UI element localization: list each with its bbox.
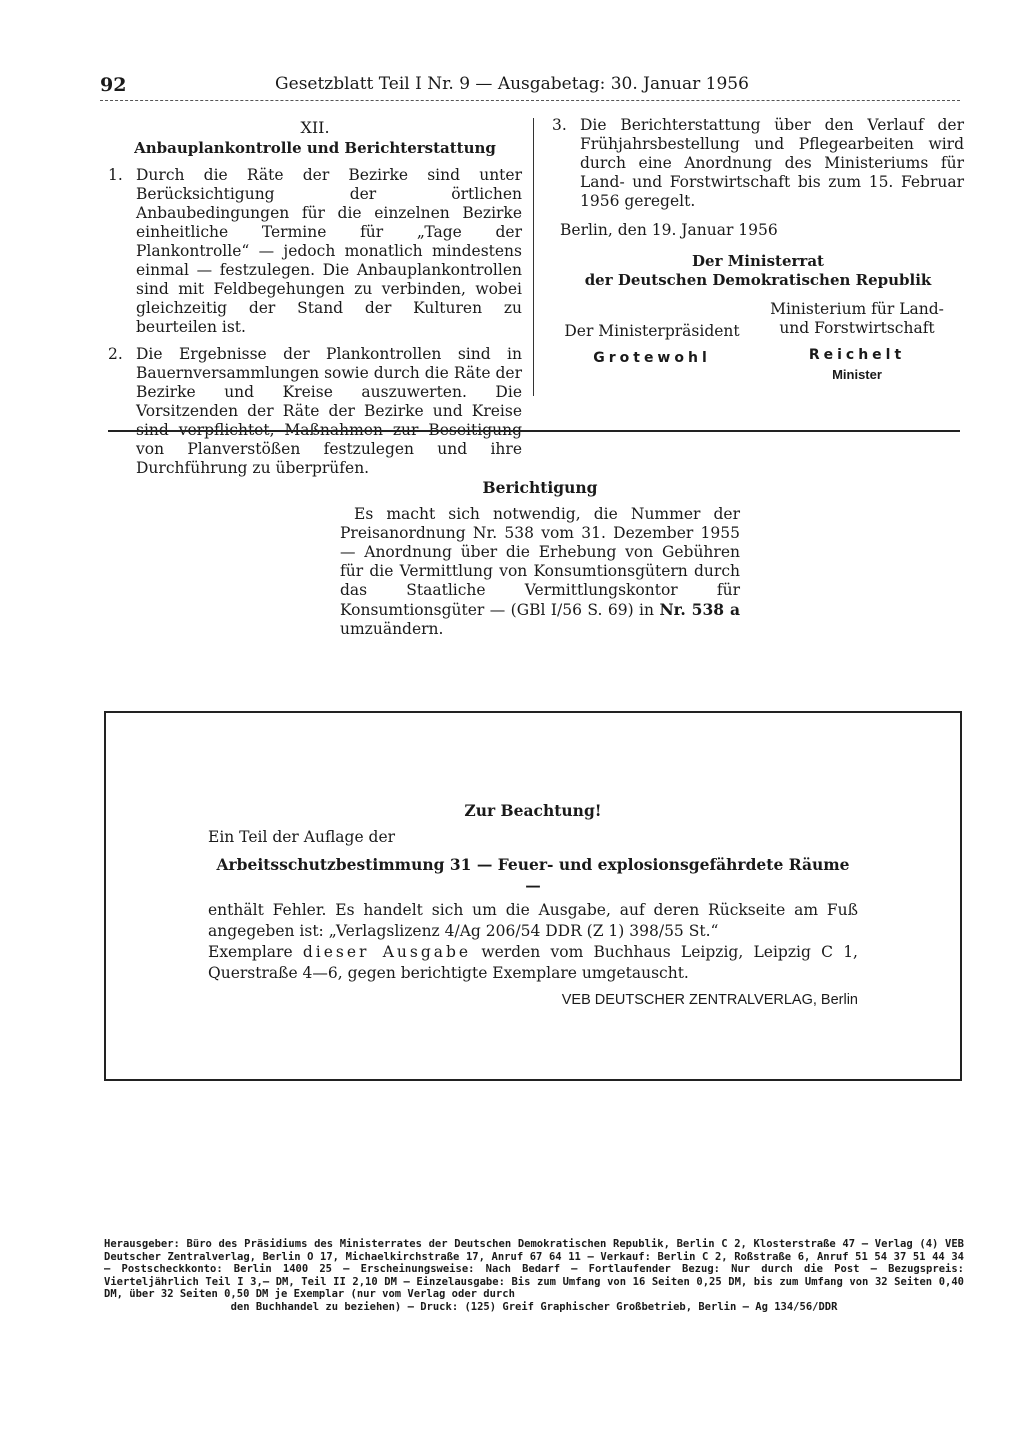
section-title: Anbauplankontrolle und Berichterstattung [134, 139, 496, 157]
right-role-1: Ministerium für Land- [770, 300, 944, 318]
list-item [108, 345, 522, 478]
imprint-last-line: den Buchhandel zu beziehen) — Druck: (125) Greif Graphischer Großbetrieb, Berlin — Ag 134/56/DDR [230, 1300, 838, 1313]
notice-intro: Ein Teil der Auflage der [208, 828, 396, 846]
column-divider [533, 118, 534, 396]
imprint-text: Herausgeber: Büro des Präsidiums des Ministerrates der Deutschen Demokratischen Republik, Berlin C 2, Klosterstraße 47 — Verlag (4) VEB Deutscher Zentralverlag, Berlin O 17, Michaelkirchstraße 17, Anruf 67 64 11 — Verkauf: Berlin C 2, Roßstraße 6, Anruf 51 54 37 51 44 34 — Postscheckkonto: Berlin 1400 25 — Erscheinungsweise: Nach Bedarf — Fortlaufender Bezug: Nur durch die Post — Bezugspreis: Vierteljährlich Teil I 3,— DM, Teil II 2,10 DM — Einzelausgabe: Bis zum Umfang von 16 Seiten 0,25 DM, bis zum Umfang von 32 Seiten 0,40 DM, über 32 Seiten 0,50 DM je Exemplar (nur vom Verlag oder durch [104, 1238, 964, 1300]
right-title: Minister [832, 367, 882, 382]
org-title [552, 252, 964, 290]
item-number: 3. [552, 116, 567, 134]
notice-content [208, 800, 858, 1011]
correction-text [340, 505, 740, 639]
right-role-2: und Forstwirtschaft [779, 319, 935, 337]
notice-title: Zur Beachtung! [464, 801, 602, 820]
correction-text-end: umzuändern. [340, 620, 444, 638]
signature-left [552, 322, 752, 368]
item-number: 2. [108, 345, 123, 363]
running-title: Gesetzblatt Teil I Nr. 9 — Ausgabetag: 30. Januar 1956 [275, 74, 749, 94]
list-item [552, 116, 964, 211]
item-text: Die Ergebnisse der Plankontrollen sind in Bauernversammlungen sowie durch die Räte der Bezirke und Kreise auszuwerten. Die Vorsitzenden der Räte der Bezirke und Kreise sind verpflichtet, Maßnahmen zur Beseitigung von Planverstößen festzulegen und ihre Durchführung zu überprüfen. [136, 345, 522, 477]
correction-new-number: Nr. 538 a [659, 600, 740, 619]
left-role: Der Ministerpräsident [564, 322, 740, 340]
signature-right [752, 300, 962, 384]
item-text: Die Berichterstattung über den Verlauf der Frühjahrsbestellung und Pflegearbeiten wird durch eine Anordnung des Ministeriums für Land- und Forstwirtschaft bis zum 15. Februar 1956 geregelt. [580, 116, 964, 210]
notice-publisher: VEB DEUTSCHER ZENTRALVERLAG, Berlin [561, 992, 858, 1008]
left-name: Grotewohl [593, 350, 711, 366]
correction-text-main: Es macht sich notwendig, die Nummer der Preisanordnung Nr. 538 vom 31. Dezember 1955 — Anordnung über die Erhebung von Gebühren für die Vermittlung von Konsumtionsgütern durch das Staatliche Vermittlungskontor für Konsumtionsgüter — (GBl I/56 S. 69) in [340, 505, 740, 619]
notice-paragraph-2 [208, 942, 858, 984]
signature-block [552, 300, 964, 410]
notice-para2-spaced: dieser Ausgabe [302, 943, 472, 961]
notice-para2-end: werden vom Buchhaus Leipzig, Leipzig C 1, Querstraße 4—6, gegen berichtigte Exemplare umgetauscht. [208, 943, 858, 982]
org-line-1: Der Ministerrat [692, 252, 824, 270]
right-name: Reichelt [808, 347, 906, 363]
item-text: Durch die Räte der Bezirke sind unter Berücksichtigung der örtlichen Anbaubedingungen für die einzelnen Bezirke einheitliche Termine für „Tage der Plankontrolle“ — jedoch monatlich mindestens einmal — festzulegen. Die Anbauplankontrollen sind mit Feldbegehungen zu verbinden, wobei gleichzeitig der Stand der Kulturen zu beurteilen ist. [136, 166, 522, 336]
place-date: Berlin, den 19. Januar 1956 [560, 221, 778, 239]
notice-para2-start: Exemplare [208, 943, 293, 961]
page-number: 92 [100, 74, 127, 96]
section-rule [108, 430, 960, 432]
item-number: 1. [108, 166, 123, 184]
notice-document-title: Arbeitsschutzbestimmung 31 — Feuer- und explosionsgefährdete Räume — [216, 855, 850, 895]
right-column [552, 116, 964, 410]
list-item [108, 166, 522, 337]
section-number: XII. [300, 118, 330, 137]
imprint [104, 1238, 964, 1313]
org-line-2: der Deutschen Demokratischen Republik [584, 271, 932, 289]
header-rule [100, 100, 960, 101]
notice-paragraph-1: enthält Fehler. Es handelt sich um die Ausgabe, auf deren Rückseite am Fuß angegeben ist: „Verlagslizenz 4/Ag 206/54 DDR (Z 1) 398/55 St.“ [208, 901, 858, 940]
correction-notice [340, 478, 740, 639]
correction-title: Berichtigung [482, 478, 598, 497]
